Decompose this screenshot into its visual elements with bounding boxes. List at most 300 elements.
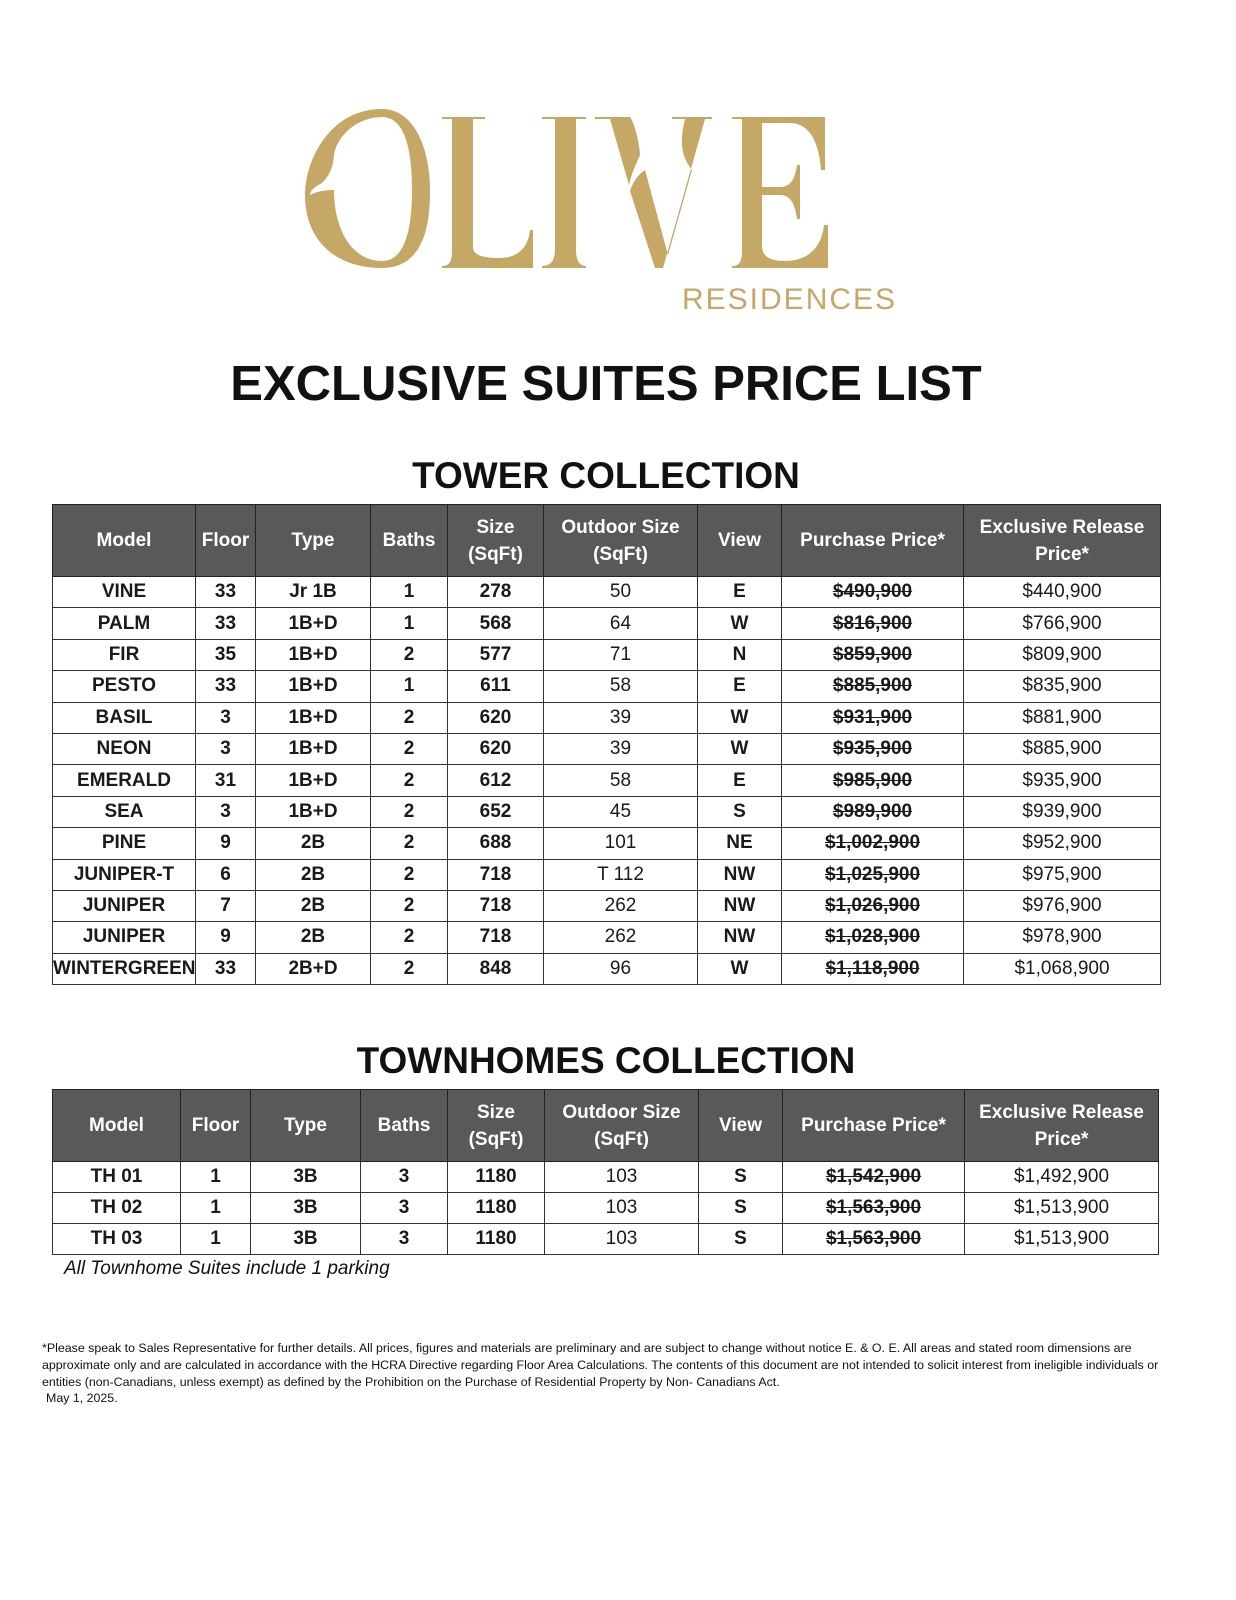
cell-view [698,890,782,921]
cell-floor-value: 3 [220,738,231,760]
col-header-baths: Baths [371,505,448,577]
cell-outdoor-size-value: T 112 [597,863,644,885]
cell-view [698,577,782,608]
cell-view-value: S [734,1166,747,1187]
col-header-baths: Baths [361,1090,448,1162]
cell-size-value: 577 [479,643,512,665]
cell-view [698,859,782,890]
cell-purchase-price-value: $1,118,900 [825,957,920,979]
cell-type [256,702,371,733]
cell-size [448,890,544,921]
cell-baths [361,1193,448,1224]
cell-view-value: W [730,612,749,634]
cell-baths-value: 2 [403,926,415,948]
cell-model-value: EMERALD [77,769,171,791]
cell-purchase-price [782,890,964,921]
cell-purchase-price-value: $816,900 [832,612,913,634]
cell-view [698,608,782,639]
cell-baths-value: 2 [403,832,415,854]
cell-model-value: PALM [97,612,151,634]
cell-purchase-price-value: $1,028,900 [824,926,921,948]
cell-outdoor-size-value: 39 [609,738,632,760]
cell-floor [181,1162,251,1193]
cell-purchase-price-value: $885,900 [832,675,913,697]
cell-outdoor-size-value: 58 [609,675,632,697]
col-header-purchase-price: Purchase Price* [782,505,964,577]
cell-floor-value: 6 [220,863,231,885]
cell-purchase-price-value: $1,563,900 [825,1228,922,1249]
cell-floor-value: 7 [220,895,231,917]
table-row [53,1162,1159,1193]
cell-floor-value: 1 [210,1166,221,1187]
cell-exclusive-price [964,953,1161,984]
cell-outdoor-size [544,859,698,890]
cell-purchase-price [782,577,964,608]
col-header-purchase-price: Purchase Price* [783,1090,965,1162]
cell-model [53,890,196,921]
table-row [53,1193,1159,1224]
cell-size-value: 718 [479,863,512,885]
cell-type-value: 3B [293,1166,318,1187]
cell-exclusive-price-value: $935,900 [1022,769,1102,791]
cell-model [53,577,196,608]
cell-exclusive-price-value: $975,900 [1022,863,1102,885]
disclaimer-text: *Please speak to Sales Representative for further details. All prices, figures and materials are preliminary and are subject to change without notice E. & O. E. All areas and stated room dimensions are approximate only and are calculated in accordance with the HCRA Directive regarding Floor Area Calculations. The contents of this document are not intended to solicit interest from ineligible individuals or entities (non-Canadians, unless exempt) as defined by the Prohibition on the Purchase of Residential Property by Non- Canadians Act. [42,1341,1159,1389]
cell-size-value: 1180 [475,1166,517,1187]
cell-baths [371,953,448,984]
cell-model-value: TH 02 [90,1197,143,1218]
cell-baths [371,671,448,702]
cell-view-value: W [730,738,749,760]
cell-type-value: 1B+D [288,643,338,665]
col-header-outdoor-size: Outdoor Size (SqFt) [545,1090,699,1162]
cell-floor-value: 3 [220,800,231,822]
cell-type [251,1162,361,1193]
cell-purchase-price-value: $931,900 [832,706,913,728]
cell-view-value: E [733,769,746,791]
cell-outdoor-size-value: 262 [604,895,637,917]
cell-baths [371,890,448,921]
cell-model-value: TH 03 [90,1228,143,1249]
cell-type-value: 2B [300,832,326,854]
cell-exclusive-price-value: $952,900 [1022,832,1102,854]
cell-model-value: PESTO [91,675,157,697]
cell-exclusive-price-value: $881,900 [1022,706,1102,728]
cell-purchase-price-value: $1,002,900 [824,832,921,854]
cell-exclusive-price [964,796,1161,827]
cell-outdoor-size-value: 39 [609,706,632,728]
cell-outdoor-size-value: 58 [609,769,632,791]
table-row [53,890,1161,921]
cell-baths-value: 2 [403,738,415,760]
col-header-model: Model [53,1090,181,1162]
cell-outdoor-size [544,702,698,733]
col-header-floor: Floor [196,505,256,577]
tower-collection-title: TOWER COLLECTION [412,455,800,496]
cell-purchase-price [782,671,964,702]
cell-type [256,922,371,953]
cell-floor [181,1224,251,1255]
page-title: EXCLUSIVE SUITES PRICE LIST [230,357,982,411]
cell-purchase-price-value: $985,900 [832,769,913,791]
cell-type-value: 1B+D [288,706,338,728]
cell-floor-value: 33 [214,581,237,603]
cell-view-value: S [733,800,746,822]
cell-outdoor-size-value: 103 [605,1166,638,1187]
cell-outdoor-size-value: 45 [609,800,632,822]
cell-model-value: SEA [104,800,144,822]
cell-size-value: 611 [480,675,511,697]
cell-outdoor-size [544,765,698,796]
cell-type-value: 2B [300,895,326,917]
cell-purchase-price [782,765,964,796]
cell-type-value: 1B+D [288,738,338,760]
cell-size [448,1162,545,1193]
cell-outdoor-size [544,608,698,639]
cell-type [256,890,371,921]
cell-size-value: 718 [479,895,512,917]
cell-size [448,1224,545,1255]
cell-purchase-price-value: $859,900 [832,643,913,665]
cell-size-value: 848 [479,957,512,979]
brand-subtitle: RESIDENCES [682,283,898,316]
cell-purchase-price-value: $1,026,900 [824,895,921,917]
cell-view-value: NE [726,832,753,854]
cell-outdoor-size-value: 96 [609,957,632,979]
cell-view [699,1162,783,1193]
table-row [53,608,1161,639]
cell-view-value: S [734,1197,747,1218]
cell-type-value: 2B [300,926,326,948]
cell-type [256,671,371,702]
cell-model [53,1224,181,1255]
cell-baths [371,577,448,608]
townhomes-price-table [52,1089,1159,1255]
col-header-outdoor-size: Outdoor Size (SqFt) [544,505,698,577]
cell-baths [371,765,448,796]
cell-model [53,702,196,733]
cell-model [53,859,196,890]
cell-floor [196,639,256,670]
cell-type-value: 2B+D [288,957,338,979]
cell-outdoor-size-value: 103 [605,1228,638,1249]
cell-view [698,796,782,827]
cell-exclusive-price [965,1162,1159,1193]
col-header-size: Size (SqFt) [448,505,544,577]
cell-exclusive-price [964,702,1161,733]
cell-type-value: Jr 1B [289,581,337,603]
cell-floor-value: 35 [214,643,237,665]
cell-exclusive-price-value: $1,492,900 [1013,1166,1110,1187]
cell-outdoor-size-value: 103 [605,1197,638,1218]
cell-outdoor-size-value: 262 [604,926,637,948]
cell-size [448,796,544,827]
cell-outdoor-size [544,796,698,827]
cell-baths-value: 3 [398,1166,410,1187]
cell-model-value: JUNIPER-T [73,863,175,885]
table-row [53,859,1161,890]
cell-floor-value: 3 [220,706,231,728]
cell-model [53,828,196,859]
cell-baths [371,702,448,733]
cell-baths-value: 2 [403,706,415,728]
cell-baths-value: 2 [403,800,415,822]
cell-type [251,1224,361,1255]
cell-baths [371,733,448,764]
col-header-model: Model [53,505,196,577]
cell-exclusive-price-value: $885,900 [1022,738,1102,760]
cell-baths-value: 2 [403,895,415,917]
cell-floor-value: 1 [210,1228,221,1249]
cell-model [53,953,196,984]
cell-view [698,922,782,953]
cell-type [256,733,371,764]
cell-purchase-price [782,639,964,670]
cell-outdoor-size [544,828,698,859]
cell-model [53,796,196,827]
col-header-view: View [698,505,782,577]
cell-purchase-price [783,1224,965,1255]
townhome-parking-note: All Townhome Suites include 1 parking [64,1258,390,1279]
cell-model [53,639,196,670]
cell-model [53,1193,181,1224]
tower-price-table [52,504,1161,985]
cell-view [698,765,782,796]
table-row [53,733,1161,764]
cell-exclusive-price [964,922,1161,953]
cell-type-value: 1B+D [288,675,338,697]
cell-floor-value: 33 [214,612,237,634]
cell-purchase-price-value: $490,900 [832,581,913,603]
cell-size [448,859,544,890]
cell-exclusive-price-value: $809,900 [1022,643,1102,665]
cell-type-value: 2B [300,863,326,885]
cell-view-value: W [730,706,749,728]
cell-baths [371,859,448,890]
cell-view [699,1193,783,1224]
cell-model-value: FIR [108,643,140,665]
cell-model [53,733,196,764]
cell-exclusive-price-value: $440,900 [1022,581,1102,603]
cell-floor [196,733,256,764]
cell-floor [196,922,256,953]
cell-purchase-price [782,702,964,733]
cell-type-value: 1B+D [288,612,338,634]
cell-baths-value: 1 [403,675,415,697]
cell-purchase-price [782,733,964,764]
cell-exclusive-price [964,577,1161,608]
cell-exclusive-price [964,765,1161,796]
cell-outdoor-size [545,1224,699,1255]
table-row [53,671,1161,702]
table-row [53,577,1161,608]
cell-exclusive-price-value: $1,513,900 [1013,1197,1110,1218]
cell-view [698,639,782,670]
cell-exclusive-price-value: $939,900 [1022,800,1102,822]
col-header-exclusive-price: Exclusive Release Price* [964,505,1161,577]
cell-type-value: 1B+D [288,800,338,822]
cell-model [53,608,196,639]
cell-baths-value: 2 [403,769,415,791]
cell-baths-value: 2 [403,957,415,979]
cell-type [256,639,371,670]
cell-size-value: 718 [479,926,512,948]
cell-model-value: NEON [96,738,152,760]
cell-outdoor-size-value: 101 [604,832,637,854]
cell-size-value: 1180 [475,1228,517,1249]
cell-purchase-price-value: $1,025,900 [824,863,921,885]
cell-floor-value: 31 [214,769,237,791]
cell-floor-value: 33 [214,675,237,697]
cell-size-value: 612 [479,769,512,791]
table-row [53,953,1161,984]
cell-view [698,671,782,702]
cell-outdoor-size [545,1193,699,1224]
table-row [53,702,1161,733]
cell-exclusive-price-value: $1,513,900 [1013,1228,1110,1249]
cell-outdoor-size [544,953,698,984]
cell-size-value: 1180 [475,1197,517,1218]
cell-model [53,671,196,702]
cell-view-value: NW [723,895,756,917]
cell-view-value: S [734,1228,747,1249]
cell-baths [371,796,448,827]
cell-size-value: 688 [479,832,512,854]
cell-baths [361,1224,448,1255]
cell-exclusive-price-value: $976,900 [1022,895,1102,917]
cell-outdoor-size-value: 50 [609,581,632,603]
cell-baths [371,828,448,859]
cell-exclusive-price [965,1224,1159,1255]
cell-view-value: W [730,957,749,979]
cell-outdoor-size [544,671,698,702]
cell-model-value: TH 01 [90,1166,143,1187]
cell-purchase-price [782,796,964,827]
cell-baths-value: 1 [403,612,415,634]
cell-floor [196,859,256,890]
cell-exclusive-price [964,733,1161,764]
cell-view [698,702,782,733]
cell-model-value: JUNIPER [82,895,166,917]
cell-type-value: 1B+D [288,769,338,791]
cell-floor-value: 1 [210,1197,221,1218]
document-date: May 1, 2025. [46,1391,118,1405]
cell-view-value: E [733,675,746,697]
cell-size [448,828,544,859]
cell-exclusive-price-value: $978,900 [1022,926,1102,948]
cell-baths [371,608,448,639]
cell-size-value: 620 [479,706,512,728]
cell-view-value: E [733,581,746,603]
cell-type [256,953,371,984]
cell-type [256,859,371,890]
cell-exclusive-price [964,859,1161,890]
cell-view [698,733,782,764]
cell-size [448,702,544,733]
cell-floor [196,671,256,702]
cell-floor [196,702,256,733]
cell-type [256,765,371,796]
col-header-size: Size (SqFt) [448,1090,545,1162]
cell-exclusive-price [964,890,1161,921]
col-header-type: Type [256,505,371,577]
cell-model-value: BASIL [95,706,153,728]
cell-floor-value: 33 [214,957,237,979]
cell-outdoor-size [544,577,698,608]
cell-floor [196,608,256,639]
cell-baths [371,922,448,953]
cell-floor [196,765,256,796]
cell-size-value: 568 [479,612,512,634]
col-header-floor: Floor [181,1090,251,1162]
cell-size [448,765,544,796]
cell-purchase-price [782,859,964,890]
cell-outdoor-size [544,890,698,921]
cell-size [448,671,544,702]
table-row [53,796,1161,827]
cell-purchase-price-value: $1,542,900 [825,1166,922,1187]
cell-size-value: 652 [479,800,512,822]
cell-purchase-price [782,828,964,859]
table-row [53,922,1161,953]
cell-floor-value: 9 [220,832,231,854]
cell-exclusive-price [964,608,1161,639]
cell-purchase-price-value: $1,563,900 [825,1197,922,1218]
cell-view-value: NW [723,926,756,948]
cell-view [699,1224,783,1255]
cell-exclusive-price-value: $835,900 [1022,675,1102,697]
townhomes-collection-title: TOWNHOMES COLLECTION [356,1040,856,1081]
cell-model-value: PINE [101,832,147,854]
cell-size [448,1193,545,1224]
cell-outdoor-size-value: 71 [609,643,632,665]
table-row [53,639,1161,670]
cell-type [256,608,371,639]
cell-size [448,922,544,953]
cell-floor [196,828,256,859]
cell-type [251,1193,361,1224]
cell-floor-value: 9 [220,926,231,948]
cell-purchase-price [783,1193,965,1224]
col-header-view: View [699,1090,783,1162]
cell-exclusive-price [964,671,1161,702]
cell-view [698,953,782,984]
cell-model-value: VINE [101,581,147,603]
cell-exclusive-price [965,1193,1159,1224]
cell-baths [371,639,448,670]
table-row [53,828,1161,859]
cell-type-value: 3B [293,1228,318,1249]
cell-exclusive-price [964,828,1161,859]
table-header-row [53,1090,1159,1162]
cell-outdoor-size [544,639,698,670]
cell-outdoor-size [544,922,698,953]
cell-exclusive-price-value: $766,900 [1022,612,1102,634]
cell-model [53,922,196,953]
cell-baths [361,1162,448,1193]
cell-size [448,733,544,764]
cell-floor [196,890,256,921]
cell-size-value: 278 [479,581,512,603]
cell-purchase-price-value: $989,900 [832,800,913,822]
cell-baths-value: 2 [403,863,415,885]
cell-size [448,639,544,670]
table-header-row [53,505,1161,577]
cell-outdoor-size [545,1162,699,1193]
cell-model [53,765,196,796]
cell-purchase-price [782,922,964,953]
cell-model-value: JUNIPER [82,926,166,948]
